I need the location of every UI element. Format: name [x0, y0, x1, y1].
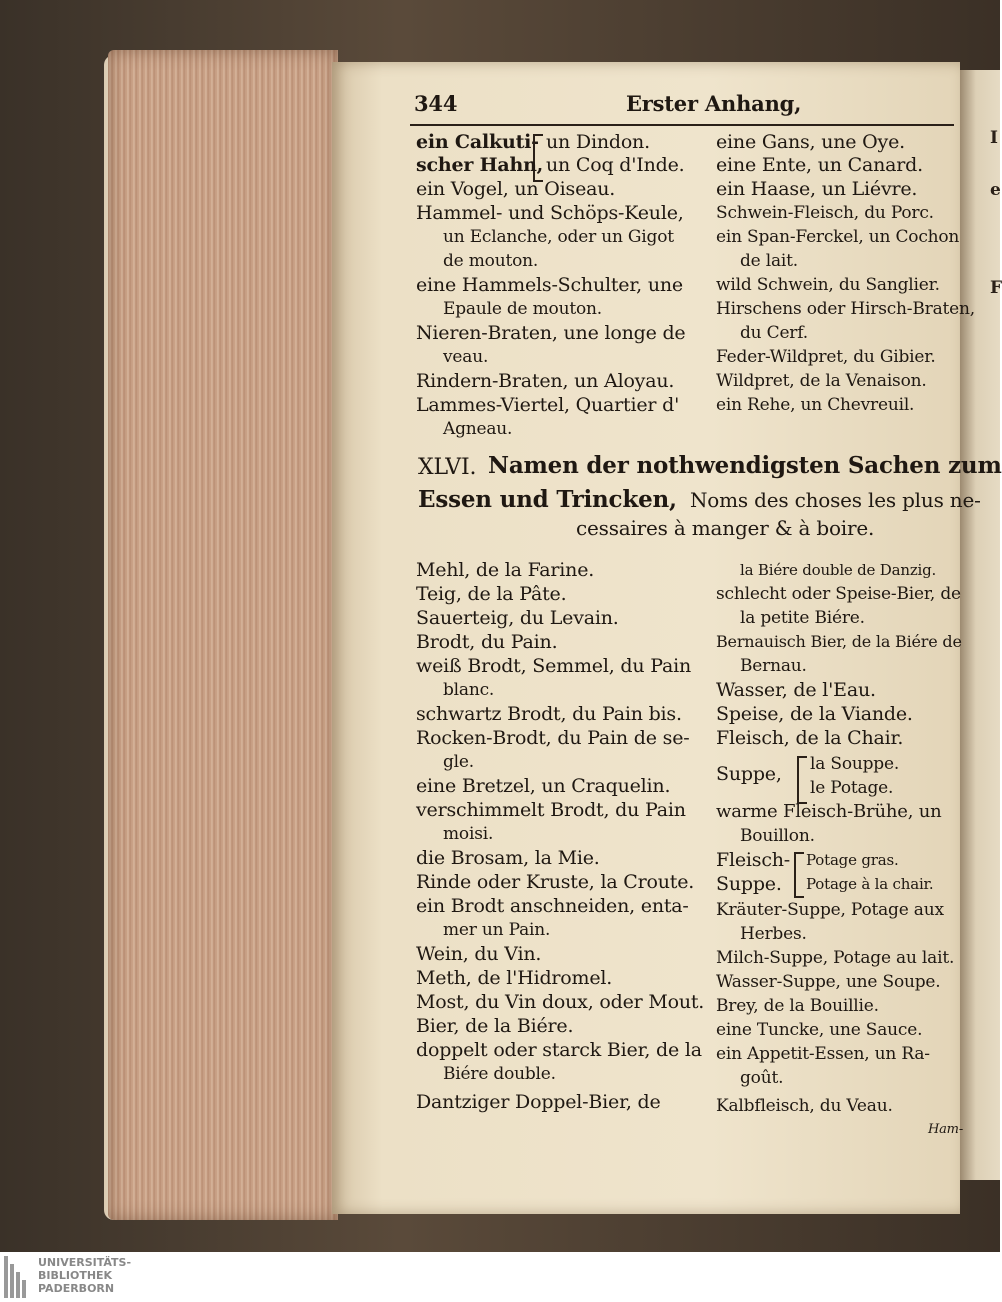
entry: wild Schwein, du Sanglier.	[716, 275, 940, 295]
facing-page-glyph: F	[990, 278, 1002, 298]
entry: mer un Pain.	[443, 920, 551, 940]
entry: goût.	[740, 1068, 784, 1088]
header-rule	[410, 124, 954, 126]
entry: Bernau.	[740, 656, 807, 676]
entry: Schwein-Fleisch, du Porc.	[716, 203, 934, 223]
entry: Potage gras.	[806, 851, 899, 869]
entry: eine Tuncke, une Sauce.	[716, 1020, 923, 1040]
entry: ein Haase, un Liévre.	[716, 178, 918, 200]
entry: Hirschens oder Hirsch-Braten,	[716, 299, 975, 319]
entry: Herbes.	[740, 924, 807, 944]
entry: la Souppe.	[810, 754, 900, 774]
entry: du Cerf.	[740, 323, 808, 343]
entry: ein Span-Ferckel, un Cochon	[716, 227, 960, 247]
entry: veau.	[443, 347, 489, 367]
entry: de mouton.	[443, 251, 539, 271]
catchword: Ham-	[928, 1122, 964, 1137]
entry: Fleisch, de la Chair.	[716, 727, 904, 749]
library-name: UNIVERSITÄTS- BIBLIOTHEK PADERBORN	[38, 1256, 132, 1295]
entry: schlecht oder Speise-Bier, de	[716, 584, 961, 604]
section-title-french: Noms des choses les plus ne-	[690, 488, 981, 512]
entry: Rocken-Brodt, du Pain de se-	[416, 727, 690, 749]
entry: ein Appetit-Essen, un Ra-	[716, 1044, 930, 1064]
library-footer	[0, 1252, 1000, 1302]
entry: Brodt, du Pain.	[416, 631, 558, 653]
entry: Hammel- und Schöps-Keule,	[416, 202, 684, 224]
entry: Wein, du Vin.	[416, 943, 542, 965]
entry: gle.	[443, 752, 474, 772]
entry: weiß Brodt, Semmel, du Pain	[416, 655, 691, 677]
book-page-edges	[108, 50, 338, 1220]
entry: Teig, de la Pâte.	[416, 583, 567, 605]
entry: Wasser-Suppe, une Soupe.	[716, 972, 941, 992]
entry: ein Calkuti-	[416, 131, 539, 153]
entry: Potage à la chair.	[806, 875, 934, 893]
entry: Feder-Wildpret, du Gibier.	[716, 347, 936, 367]
entry: Rindern-Braten, un Aloyau.	[416, 370, 675, 392]
entry: eine Ente, un Canard.	[716, 154, 923, 176]
entry: un Coq d'Inde.	[546, 154, 685, 176]
section-title-german: Essen und Trincken,	[418, 486, 677, 513]
entry: Lammes-Viertel, Quartier d'	[416, 394, 680, 416]
entry: Nieren-Braten, une longe de	[416, 322, 686, 344]
facing-page-glyph: I	[990, 128, 998, 148]
entry: moisi.	[443, 824, 494, 844]
library-logo-icon	[4, 1256, 26, 1298]
entry: blanc.	[443, 680, 495, 700]
entry: die Brosam, la Mie.	[416, 847, 600, 869]
facing-page-edge	[960, 70, 1000, 1180]
entry: eine Bretzel, un Craquelin.	[416, 775, 671, 797]
entry: warme Fleisch-Brühe, un	[716, 801, 942, 822]
entry: Brey, de la Bouillie.	[716, 996, 879, 1016]
page-number: 344	[414, 91, 458, 116]
entry: Kräuter-Suppe, Potage aux	[716, 900, 944, 920]
entry: de lait.	[740, 251, 798, 271]
entry: schwartz Brodt, du Pain bis.	[416, 703, 682, 725]
entry: Milch-Suppe, Potage au lait.	[716, 948, 955, 968]
entry: Bernauisch Bier, de la Biére de	[716, 632, 962, 651]
entry: Sauerteig, du Levain.	[416, 607, 619, 629]
entry: Wasser, de l'Eau.	[716, 679, 876, 701]
facing-page-glyph: e	[990, 180, 1001, 200]
entry: Mehl, de la Farine.	[416, 559, 595, 581]
entry: un Dindon.	[546, 131, 650, 153]
entry: un Eclanche, oder un Gigot	[443, 227, 674, 247]
running-title: Erster Anhang,	[626, 91, 802, 116]
entry: Suppe.	[716, 873, 782, 895]
entry: Epaule de mouton.	[443, 299, 602, 319]
section-numeral: XLVI.	[418, 455, 477, 480]
entry: Bier, de la Biére.	[416, 1015, 574, 1037]
entry: Wildpret, de la Venaison.	[716, 371, 927, 391]
entry: Meth, de l'Hidromel.	[416, 967, 613, 989]
entry: Speise, de la Viande.	[716, 703, 913, 725]
entry: Kalbfleisch, du Veau.	[716, 1096, 893, 1116]
section-title-french: cessaires à manger & à boire.	[576, 516, 875, 540]
brace	[794, 852, 804, 898]
entry: ein Vogel, un Oiseau.	[416, 178, 616, 200]
entry: Most, du Vin doux, oder Mout.	[416, 991, 705, 1013]
entry: ein Brodt anschneiden, enta-	[416, 895, 689, 917]
entry: Biére double.	[443, 1064, 556, 1084]
entry: Agneau.	[443, 419, 513, 439]
entry: Fleisch-	[716, 849, 791, 871]
entry: Bouillon.	[740, 826, 815, 846]
entry: la petite Biére.	[740, 608, 865, 628]
entry: scher Hahn,	[416, 154, 544, 176]
entry: verschimmelt Brodt, du Pain	[416, 799, 686, 821]
entry: la Biére double de Danzig.	[740, 561, 937, 579]
brace	[797, 756, 807, 804]
entry: Dantziger Doppel-Bier, de	[416, 1091, 661, 1113]
entry: Suppe,	[716, 763, 782, 785]
entry: doppelt oder starck Bier, de la	[416, 1039, 702, 1061]
entry: eine Gans, une Oye.	[716, 131, 905, 153]
entry: le Potage.	[810, 778, 894, 798]
section-title-german: Namen der nothwendigsten Sachen zum	[488, 452, 1002, 479]
entry: ein Rehe, un Chevreuil.	[716, 395, 915, 415]
entry: Rinde oder Kruste, la Croute.	[416, 871, 695, 893]
entry: eine Hammels-Schulter, une	[416, 274, 683, 296]
